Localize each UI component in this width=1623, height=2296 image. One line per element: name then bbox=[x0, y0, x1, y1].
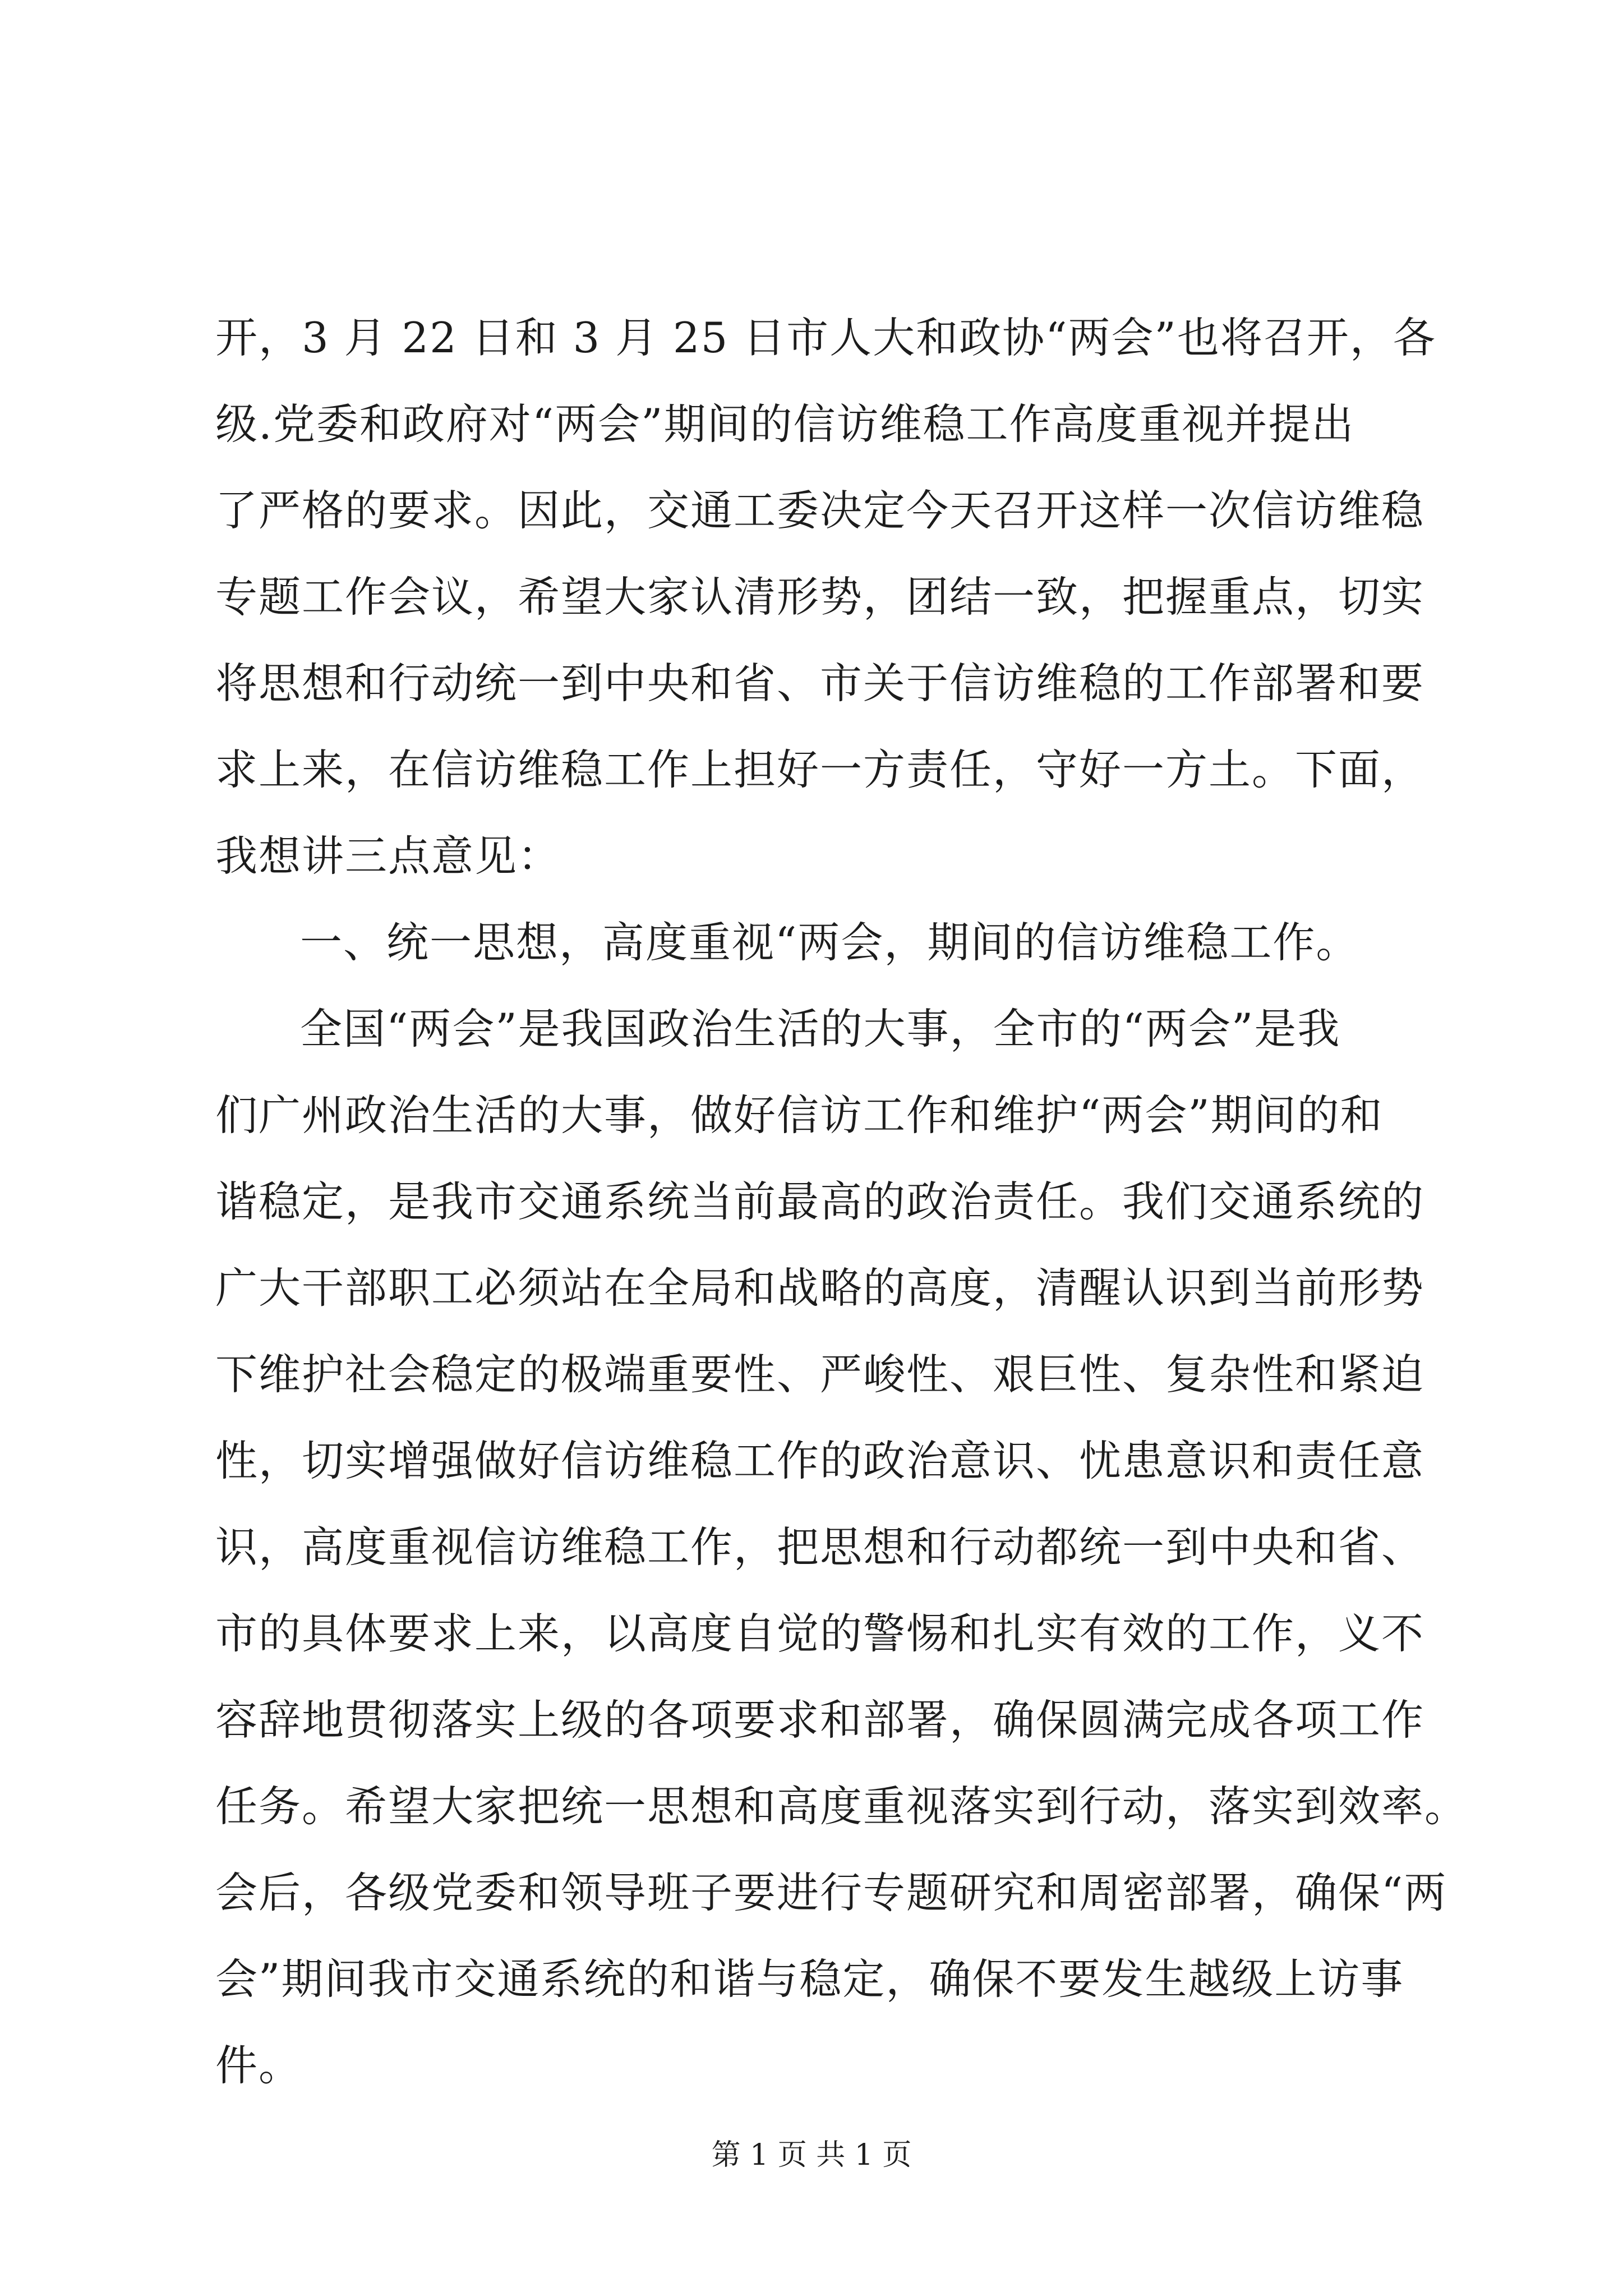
text-line-5: 将思想和行动统一到中央和省、市关于信访维稳的工作部署和要 bbox=[215, 659, 1425, 708]
text-line-14: 性，切实增强做好信访维稳工作的政治意识、忧患意识和责任意 bbox=[215, 1436, 1425, 1485]
text-line-18: 任务。希望大家把统一思想和高度重视落实到行动，落实到效率。 bbox=[215, 1782, 1468, 1831]
text-line-11: 谐稳定，是我市交通系统当前最高的政治责任。我们交通系统的 bbox=[215, 1177, 1425, 1226]
text-line-7: 我想讲三点意见： bbox=[215, 831, 561, 881]
text-line-13: 下维护社会稳定的极端重要性、严峻性、艰巨性、复杂性和紧迫 bbox=[215, 1350, 1425, 1399]
text-line-1: 开，3 月 22 日和 3 月 25 日市人大和政协“两会”也将召开，各 bbox=[215, 313, 1436, 362]
text-line-17: 容辞地贯彻落实上级的各项要求和部署，确保圆满完成各项工作 bbox=[215, 1695, 1425, 1745]
text-line-4: 专题工作会议，希望大家认清形势，团结一致，把握重点，切实 bbox=[215, 572, 1425, 622]
text-line-19: 会后，各级党委和领导班子要进行专题研究和周密部署，确保“两 bbox=[215, 1868, 1447, 1917]
text-line-21: 件。 bbox=[215, 2041, 302, 2090]
text-line-16: 市的具体要求上来，以高度自觉的警惕和扎实有效的工作，义不 bbox=[215, 1609, 1425, 1658]
text-line-6: 求上来，在信访维稳工作上担好一方责任，守好一方土。下面， bbox=[215, 745, 1425, 794]
text-line-20: 会”期间我市交通系统的和谐与稳定，确保不要发生越级上访事 bbox=[215, 1954, 1404, 2004]
page-footer: 第 1 页 共 1 页 bbox=[711, 2138, 912, 2172]
text-line-12: 广大干部职工必须站在全局和战略的高度，清醒认识到当前形势 bbox=[215, 1263, 1425, 1313]
text-line-10: 们广州政治生活的大事，做好信访工作和维护“两会”期间的和 bbox=[215, 1091, 1384, 1140]
section-heading-1: 一、统一思想，高度重视“两会，期间的信访维稳工作。 bbox=[300, 918, 1359, 967]
text-line-15: 识，高度重视信访维稳工作，把思想和行动都统一到中央和省、 bbox=[215, 1522, 1425, 1572]
text-line-3: 了严格的要求。因此，交通工委决定今天召开这样一次信访维稳 bbox=[215, 486, 1425, 535]
text-line-2: 级.党委和政府对“两会”期间的信访维稳工作高度重视并提出 bbox=[215, 399, 1355, 449]
text-line-9: 全国“两会”是我国政治生活的大事，全市的“两会”是我 bbox=[300, 1004, 1341, 1053]
